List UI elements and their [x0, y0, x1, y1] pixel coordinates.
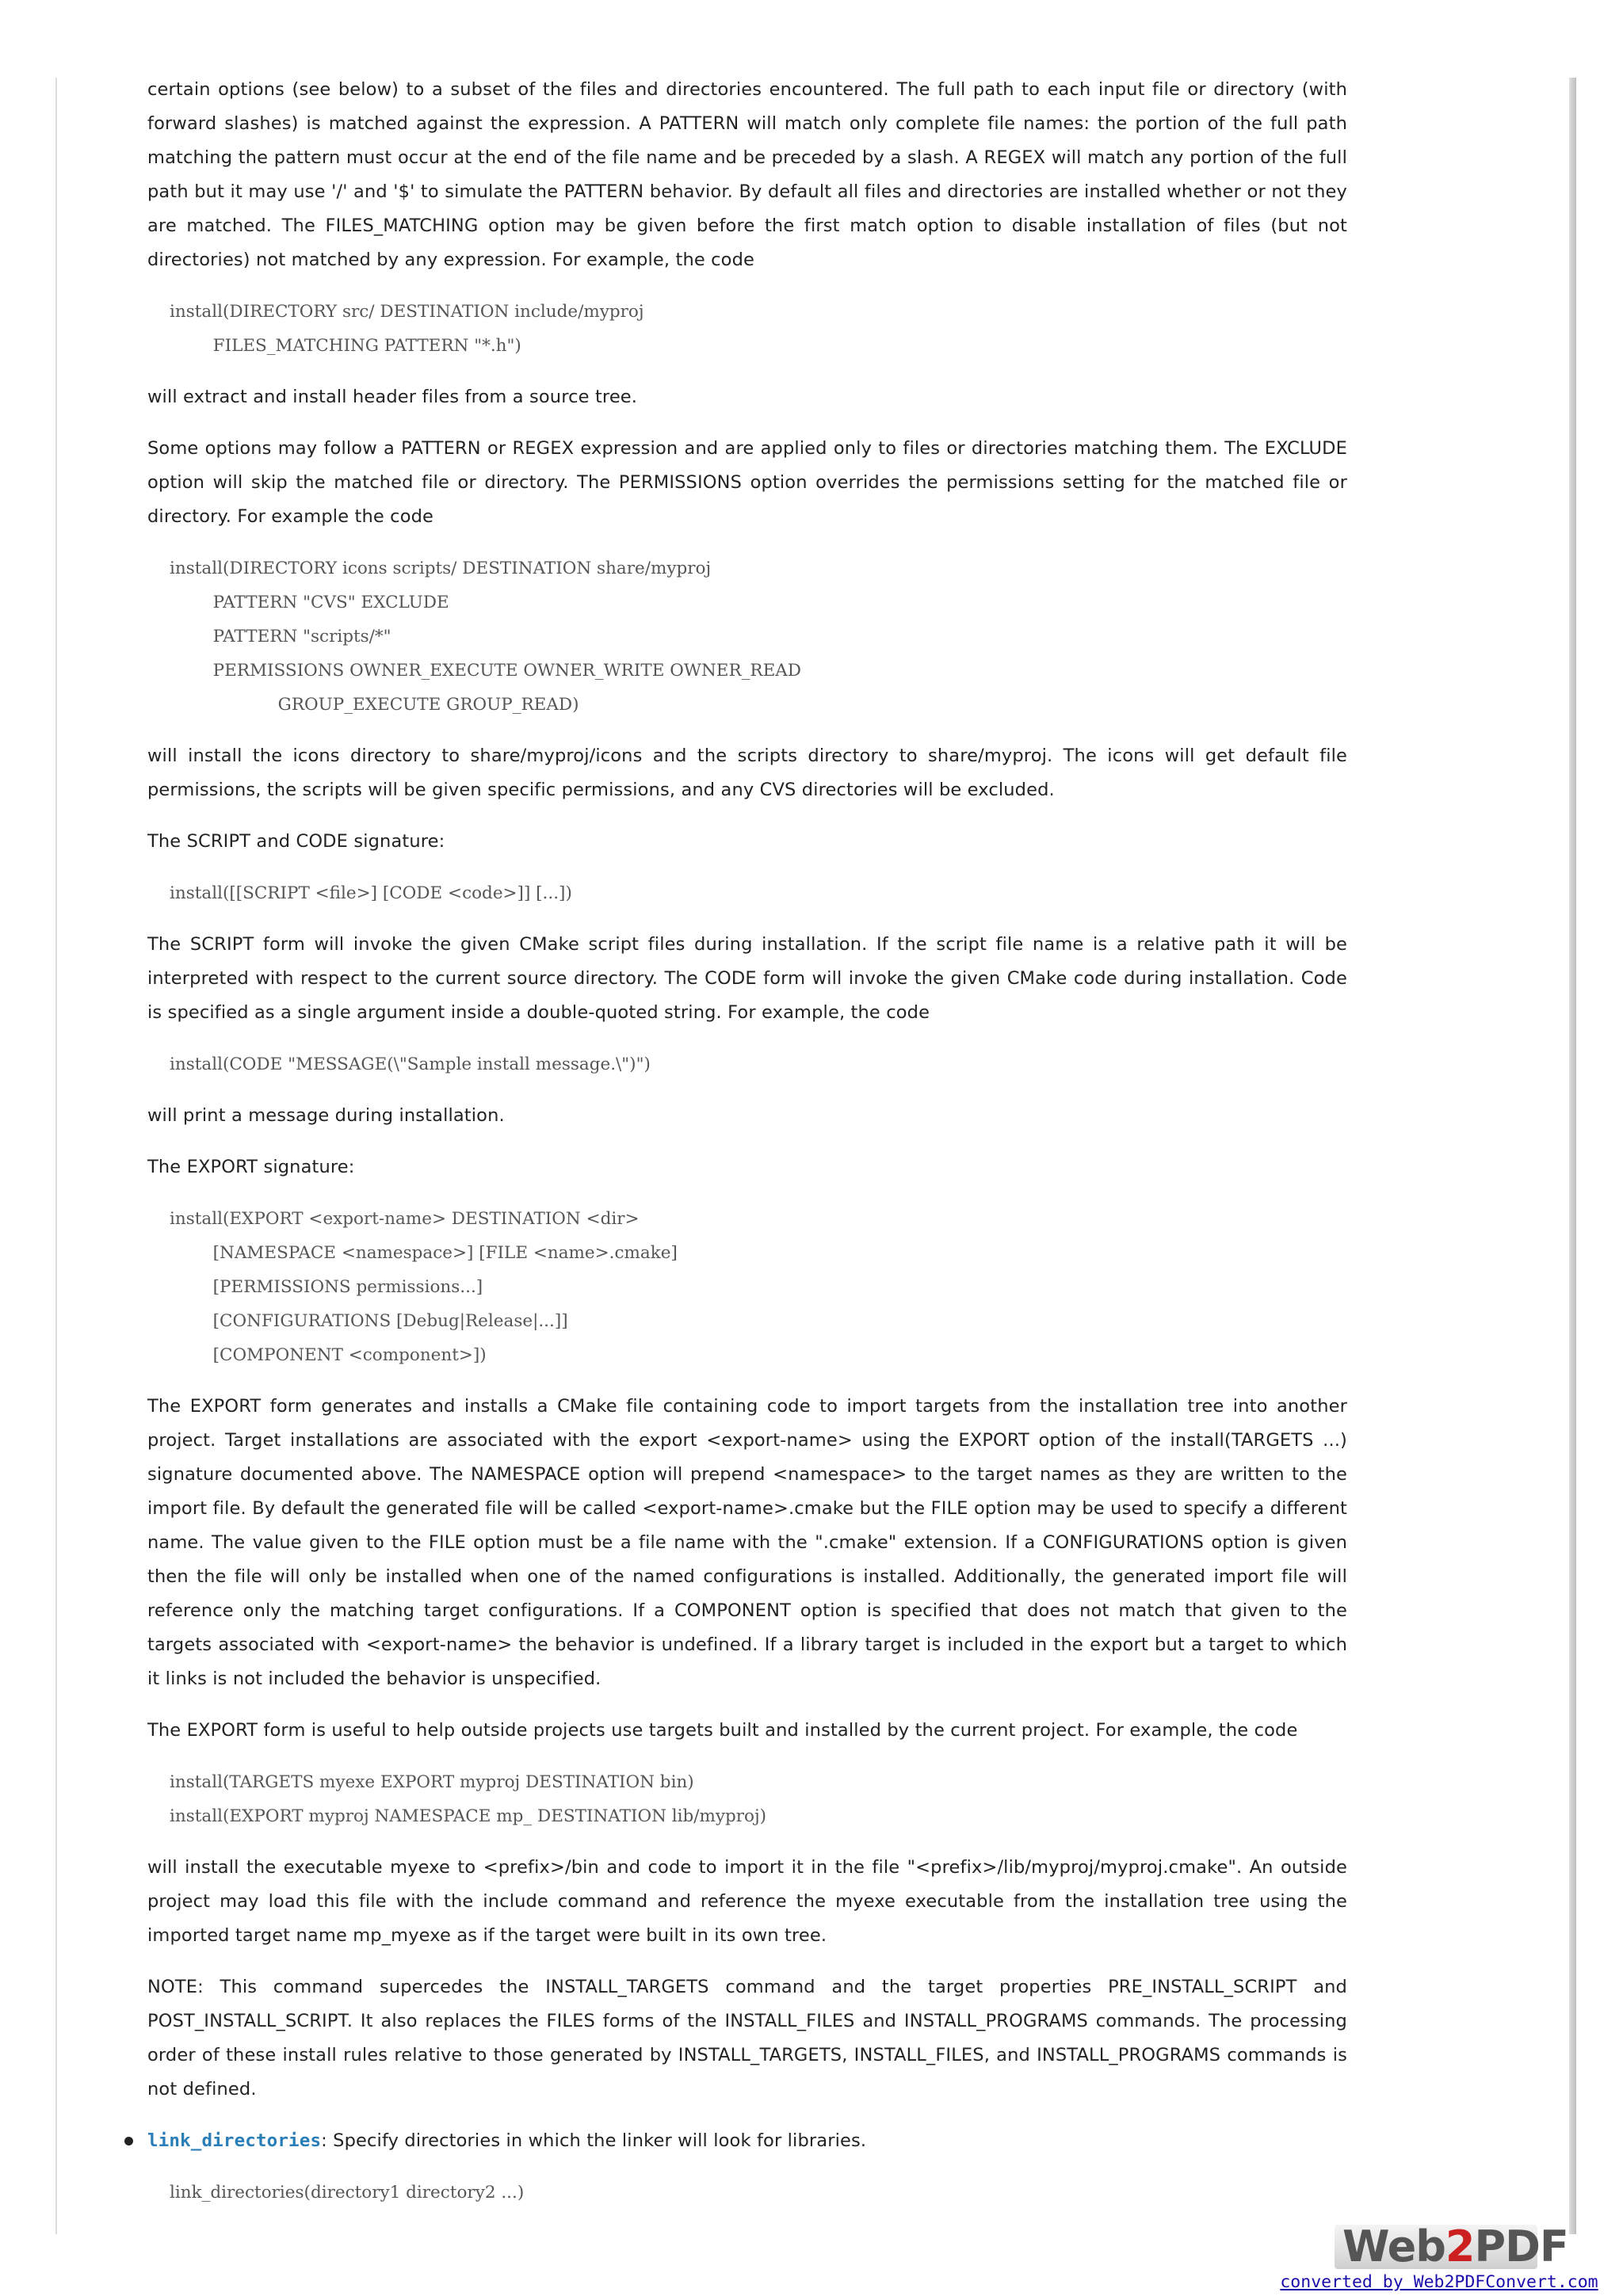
paragraph: will extract and install header files from a source tree.: [147, 387, 638, 407]
code-block: install(TARGETS myexe EXPORT myproj DESTINATION bin) install(EXPORT myproj NAMESPACE mp_ DESTINATION lib/myproj): [170, 1772, 767, 1826]
command-summary: : Specify directories in which the linker will look for libraries.: [321, 2130, 867, 2151]
paragraph: will print a message during installation.: [147, 1105, 505, 1126]
command-list-item: [147, 2124, 1347, 2158]
paragraph: certain options (see below) to a subset of the files and directories encountered. The full path to each input file or directory (with forward slashes) is matched against the expression. A PATTERN will match only complete file names: the portion of the full path matching the pattern must occur at the end of the file name and be preceded by a slash. A REGEX will match any portion of the full path but it may use '/' and '$' to simulate the PATTERN behavior. By default all files and directories are installed whether or not they are matched. The FILES_MATCHING option may be given before the first match option to disable installation of files (but not directories) not matched by any expression. For example, the code: [147, 79, 1347, 270]
paragraph: The SCRIPT form will invoke the given CMake script files during installation. If the script file name is a relative path it will be interpreted with respect to the current source directory. The CODE form will invoke the given CMake code during installation. Code is specified as a single argument inside a double-quoted string. For example, the code: [147, 934, 1347, 1023]
paragraph: The EXPORT form generates and installs a CMake file containing code to import targets from the installation tree into another project. Target installations are associated with the export <export-name> using the EXPORT option of the install(TARGETS ...) signature documented above. The NAMESPACE option will prepend <namespace> to the target names as they are written to the import file. By default the generated file will be called <export-name>.cmake but the FILE option may be used to specify a different name. The value given to the FILE option must be a file name with the ".cmake" extension. If a CONFIGURATIONS option is given then the file will only be installed when one of the named configurations is installed. Additionally, the generated import file will reference only the matching target configurations. If a COMPONENT option is specified that does not match that given to the targets associated with <export-name> the behavior is undefined. If a library target is included in the export but a target to which it links is not included the behavior is unspecified.: [147, 1396, 1347, 1689]
paragraph: The SCRIPT and CODE signature:: [147, 831, 445, 852]
paragraph: The EXPORT signature:: [147, 1157, 355, 1177]
web2pdf-watermark: [1273, 2222, 1606, 2292]
code-block: link_directories(directory1 directory2 ...): [170, 2183, 525, 2203]
code-block: install(CODE "MESSAGE(\"Sample install message.\")"): [170, 1055, 651, 1074]
command-description: [147, 2124, 1347, 2158]
bullet-icon: [124, 2137, 133, 2145]
paragraph: Some options may follow a PATTERN or REGEX expression and are applied only to files or directories matching them. The EXCLUDE option will skip the matched file or directory. The PERMISSIONS option overrides the permissions setting for the matched file or directory. For example the code: [147, 438, 1347, 527]
web2pdf-logo-text: Web2PDF: [1342, 2222, 1568, 2271]
paragraph: NOTE: This command supercedes the INSTALL_TARGETS command and the target properties PRE_INSTALL_SCRIPT and POST_INSTALL_SCRIPT. It also replaces the FILES forms of the INSTALL_FILES and INSTALL_PROGRAMS commands. The processing order of these install rules relative to those generated by INSTALL_TARGETS, INSTALL_FILES, and INSTALL_PROGRAMS commands is not defined.: [147, 1977, 1347, 2100]
paragraph: will install the icons directory to share/myproj/icons and the scripts directory to share/myproj. The icons will get default file permissions, the scripts will be given specific permissions, and any CVS directories will be excluded.: [147, 746, 1347, 800]
document-content: [147, 73, 1347, 2227]
code-block: install(DIRECTORY icons scripts/ DESTINATION share/myproj PATTERN "CVS" EXCLUDE PATTERN "scripts/*" PERMISSIONS OWNER_EXECUTE OWNER_WRITE OWNER_READ GROUP_EXECUTE GROUP_READ): [170, 559, 802, 715]
page-left-border: [55, 78, 57, 2234]
paragraph: will install the executable myexe to <prefix>/bin and code to import it in the file "<prefix>/lib/myproj/myproj.cmake". An outside project may load this file with the include command and reference the myexe executable from the installation tree using the imported target name mp_myexe as if the target were built in its own tree.: [147, 1857, 1347, 1946]
page-right-shadow: [1569, 78, 1576, 2234]
code-block: install(DIRECTORY src/ DESTINATION include/myproj FILES_MATCHING PATTERN "*.h"): [170, 302, 644, 356]
web2pdf-convert-link[interactable]: converted by Web2PDFConvert.com: [1280, 2272, 1598, 2292]
command-link-link-directories[interactable]: link_directories: [147, 2130, 322, 2151]
paragraph: The EXPORT form is useful to help outside projects use targets built and installed by the current project. For example, the code: [147, 1720, 1298, 1741]
code-block: install([[SCRIPT <file>] [CODE <code>]] [...]): [170, 883, 572, 903]
code-block: install(EXPORT <export-name> DESTINATION <dir> [NAMESPACE <namespace>] [FILE <name>.cmake] [PERMISSIONS permissions...] [CONFIGURATIONS [Debug|Release|...]] [COMPONENT <component>]): [170, 1209, 678, 1365]
